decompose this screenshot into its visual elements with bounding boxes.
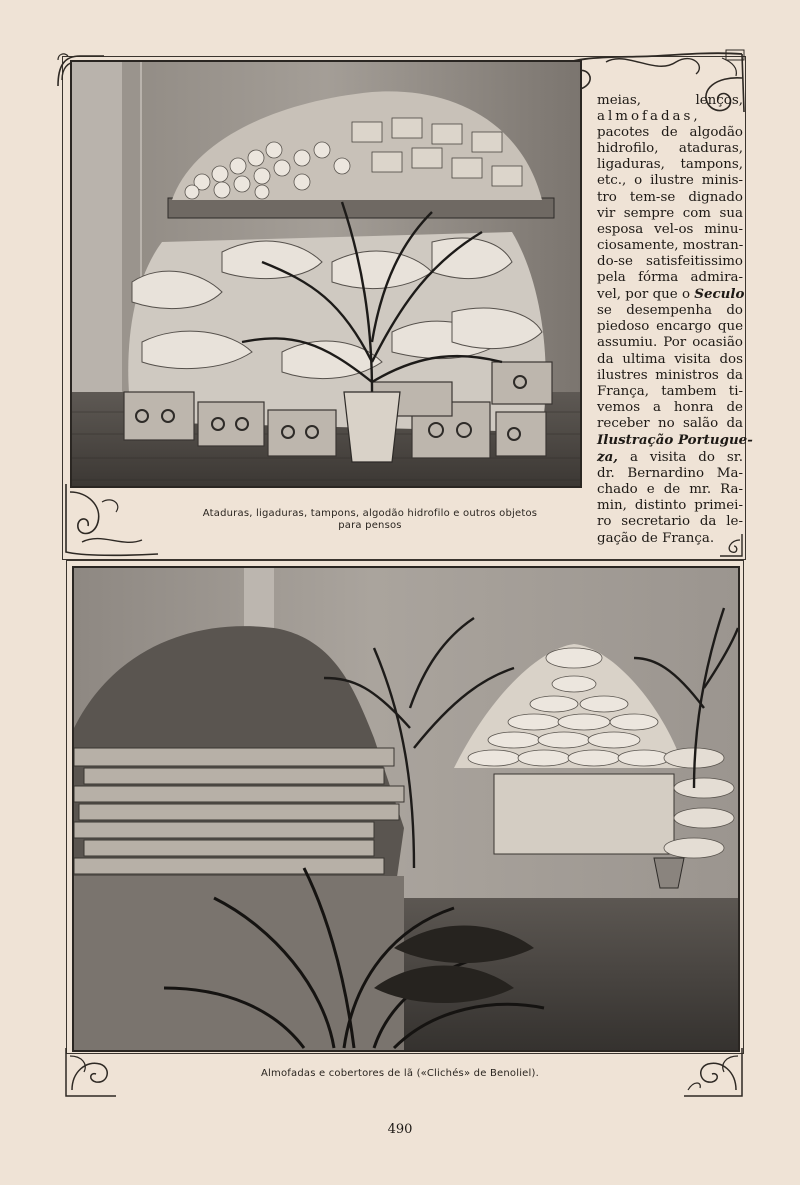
article-line: ligaduras, tampons, bbox=[597, 157, 743, 173]
article-line: se desempenha do bbox=[597, 303, 743, 319]
photo-bandages-display bbox=[70, 60, 582, 488]
newspaper-name: Seculo bbox=[694, 286, 745, 303]
article-line: pela fórma admira- bbox=[597, 270, 743, 286]
article-line: vemos a honra de bbox=[597, 399, 743, 415]
article-line: pacotes de algodão bbox=[597, 125, 743, 141]
article-line: meias, lenços, bbox=[597, 93, 743, 108]
article-line: assumiu. Por ocasião bbox=[597, 335, 743, 351]
article-line: vir sempre com sua bbox=[597, 205, 743, 221]
magazine-name-tail: za, bbox=[597, 449, 618, 466]
article-line-magazine-tail bbox=[597, 449, 743, 466]
article-line: ro secretario da le- bbox=[597, 514, 743, 530]
article-line: tro tem-se dignado bbox=[597, 189, 743, 205]
article-line-magazine bbox=[597, 431, 753, 449]
article-line: vel, por que o bbox=[597, 287, 691, 303]
article-line: etc., o ilustre minis- bbox=[597, 173, 743, 189]
article-line-seculo bbox=[597, 286, 743, 303]
article-line: esposa vel-os minu- bbox=[597, 221, 743, 237]
top-figure-caption bbox=[170, 508, 570, 532]
photo-pillows-blankets bbox=[72, 566, 740, 1052]
top-caption-line-2: para pensos bbox=[338, 520, 402, 531]
article-line: almofadas, bbox=[597, 109, 701, 125]
article-line: hidrofilo, ataduras, bbox=[597, 141, 743, 157]
article-line: gação de França. bbox=[597, 530, 715, 546]
corner-ornament-mid-left bbox=[62, 482, 162, 562]
top-caption-line-1: Ataduras, ligaduras, tampons, algodão hidrofilo e outros objetos bbox=[202, 508, 538, 519]
article-line: da ultima visita dos bbox=[597, 351, 743, 367]
article-line: chado e de mr. Ra- bbox=[597, 482, 743, 498]
article-line: piedoso encargo que bbox=[597, 319, 743, 335]
corner-ornament-bottom-left bbox=[62, 1046, 120, 1102]
article-line: ilustres ministros da bbox=[597, 367, 743, 383]
page-number: 490 bbox=[387, 1122, 413, 1137]
article-line: a visita do sr. bbox=[629, 450, 743, 466]
article-line: dr. Bernardino Ma- bbox=[597, 466, 743, 482]
article-line: receber no salão da bbox=[597, 415, 743, 431]
article-text-column bbox=[597, 93, 753, 547]
article-line: França, tambem ti- bbox=[597, 383, 743, 399]
magazine-name: Ilustração Portugue- bbox=[597, 431, 753, 448]
bottom-figure-caption: Almofadas e cobertores de lã («Clichés» de Benoliel). bbox=[261, 1068, 539, 1079]
article-line: ciosamente, mostran- bbox=[597, 237, 744, 253]
article-line: min, distinto primei- bbox=[597, 498, 743, 514]
corner-ornament-bottom-right bbox=[680, 1046, 746, 1102]
article-line: do-se satisfeitissimo bbox=[597, 253, 743, 269]
